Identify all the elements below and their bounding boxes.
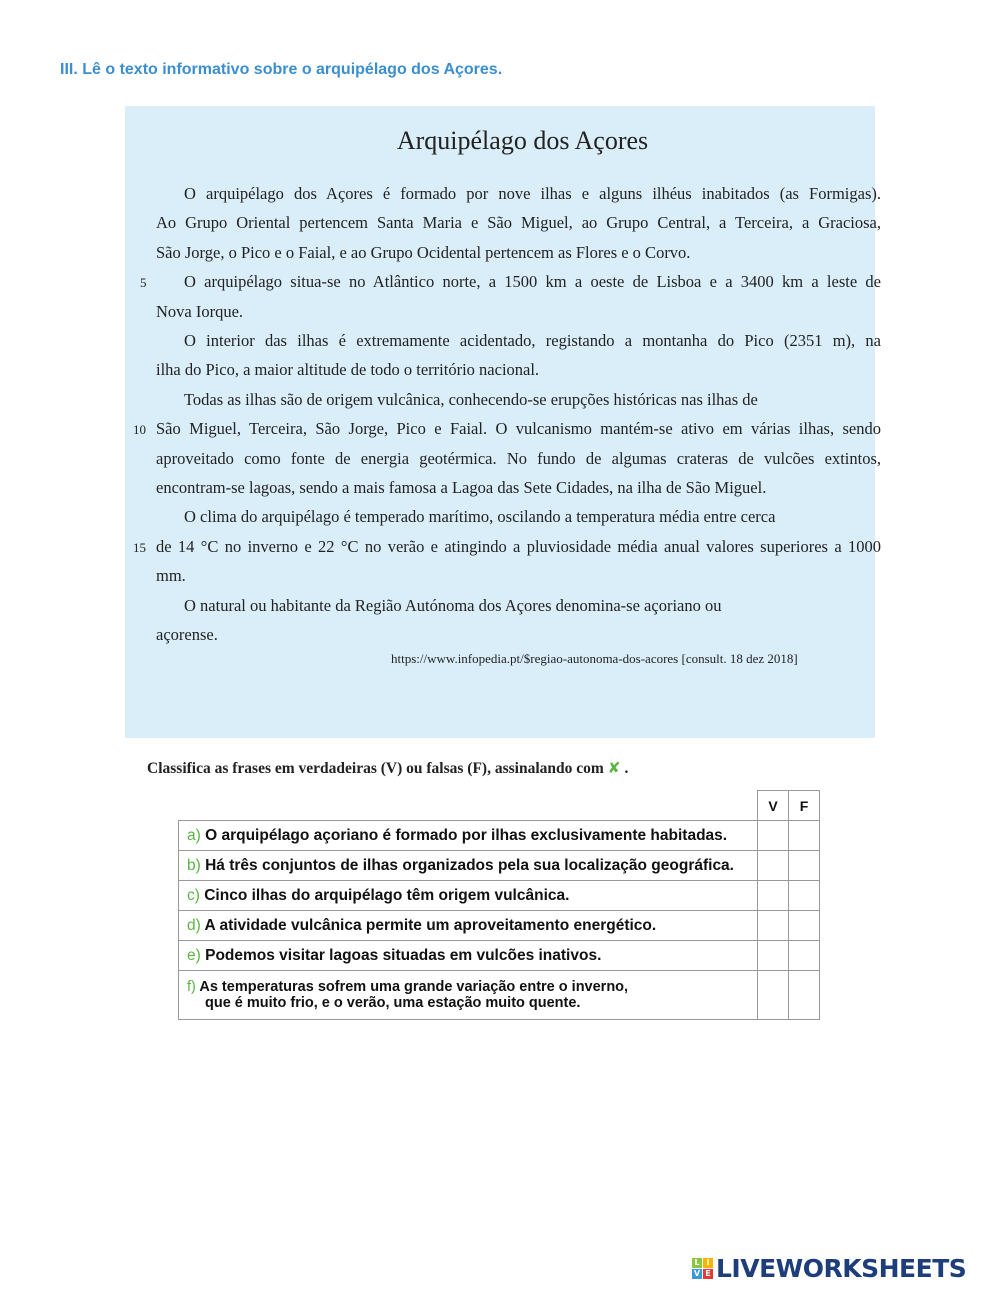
text-line: São Miguel, Terceira, São Jorge, Pico e Faial. O vulcanismo mantém-se ativo em várias ilhas, sendo (156, 419, 881, 439)
logo-tile: I (703, 1258, 713, 1268)
answer-false-cell[interactable] (789, 821, 820, 851)
logo-tile: E (703, 1269, 713, 1279)
line-number: 5 (140, 275, 147, 291)
statement-row (179, 851, 820, 881)
line-number: 15 (133, 539, 146, 555)
text-line: O natural ou habitante da Região Autónoma dos Açores denomina-se açoriano ou (184, 595, 722, 615)
statement-letter: b) (187, 856, 201, 874)
check-mark-icon: ✘ (607, 759, 621, 777)
prompt-text: Classifica as frases em verdadeiras (V) ou falsas (F), assinalando com (147, 760, 604, 777)
logo-text: LIVEWORKSHEETS (716, 1254, 967, 1283)
statement-text: Há três conjuntos de ilhas organizados pela sua localização geográfica. (205, 856, 734, 874)
statement-letter: c) (187, 886, 200, 904)
answer-true-cell[interactable] (758, 941, 789, 971)
logo-tile: V (693, 1269, 701, 1278)
text-line: de 14 °C no inverno e 22 °C no verão e atingindo a pluviosidade média anual valores superiores a 1000 (156, 536, 881, 556)
statement-row (179, 971, 820, 1020)
prompt-end: . (624, 760, 629, 777)
statement-text: A atividade vulcânica permite um aproveitamento energético. (204, 916, 657, 934)
text-line: O arquipélago dos Açores é formado por nove ilhas e alguns ilhéus inabitados (as Formigas). (184, 184, 881, 203)
logo-tile: L (692, 1258, 702, 1268)
statement-letter: d) (187, 916, 201, 934)
text-line: O arquipélago situa-se no Atlântico norte, a 1500 km a oeste de Lisboa e a 3400 km a leste de (184, 272, 881, 292)
statement-text: O arquipélago açoriano é formado por ilhas exclusivamente habitadas. (205, 826, 728, 844)
true-false-table (178, 790, 820, 1020)
header-blank (179, 791, 758, 821)
statement-text: As temperaturas sofrem uma grande variação entre o inverno, (199, 979, 629, 995)
statement-row (179, 911, 820, 941)
statement-row (179, 941, 820, 971)
statement-cell (179, 941, 758, 971)
text-title: Arquipélago dos Açores (396, 126, 649, 155)
exercise-prompt (147, 759, 628, 778)
text-line: mm. (156, 566, 186, 586)
statement-cell (179, 881, 758, 911)
source-citation: https://www.infopedia.pt/$regiao-autonoma-dos-acores [consult. 18 dez 2018] (391, 651, 798, 666)
text-line: Todas as ilhas são de origem vulcânica, conhecendo-se erupções históricas nas ilhas de (184, 389, 758, 409)
text-line: encontram-se lagoas, sendo a mais famosa a Lagoa das Sete Cidades, na ilha de São Miguel. (156, 478, 767, 497)
column-v: V (758, 791, 789, 821)
answer-true-cell[interactable] (758, 911, 789, 941)
text-line: São Jorge, o Pico e o Faial, e ao Grupo Ocidental pertencem as Flores e o Corvo. (156, 242, 691, 262)
text-line: ilha do Pico, a maior altitude de todo o território nacional. (156, 360, 540, 380)
text-line: Ao Grupo Oriental pertencem Santa Maria e São Miguel, ao Grupo Central, a Terceira, a Graciosa, (156, 213, 881, 233)
instruction-heading: III. Lê o texto informativo sobre o arquipélago dos Açores. (60, 61, 503, 78)
line-number: 10 (133, 422, 146, 438)
text-line: aproveitado como fonte de energia geotérmica. No fundo de algumas crateras de vulcões extintos, (156, 448, 881, 468)
answer-false-cell[interactable] (789, 971, 820, 1020)
statement-letter: a) (187, 826, 201, 844)
answer-true-cell[interactable] (758, 821, 789, 851)
statement-letter: f) (187, 979, 196, 995)
text-line: O clima do arquipélago é temperado marítimo, oscilando a temperatura média entre cerca (184, 507, 776, 527)
statement-cell (179, 911, 758, 941)
statement-cell (179, 851, 758, 881)
answer-false-cell[interactable] (789, 851, 820, 881)
text-line: açorense. (156, 625, 218, 644)
logo-tiles (692, 1258, 713, 1279)
statement-text-cont: que é muito frio, e o verão, uma estação muito quente. (205, 995, 581, 1011)
answer-true-cell[interactable] (758, 971, 789, 1020)
statement-cell (179, 821, 758, 851)
answer-false-cell[interactable] (789, 881, 820, 911)
answer-false-cell[interactable] (789, 941, 820, 971)
text-line: Nova Iorque. (156, 301, 244, 321)
column-f: F (789, 791, 820, 821)
statement-text: Podemos visitar lagoas situadas em vulcões inativos. (205, 946, 602, 964)
statement-row (179, 821, 820, 851)
text-line: O interior das ilhas é extremamente acidentado, registando a montanha do Pico (2351 m), na (184, 331, 881, 350)
statement-cell (179, 971, 758, 1020)
answer-true-cell[interactable] (758, 851, 789, 881)
answer-true-cell[interactable] (758, 881, 789, 911)
liveworksheets-logo (692, 1254, 966, 1283)
answer-false-cell[interactable] (789, 911, 820, 941)
statement-letter: e) (187, 946, 201, 964)
statement-row (179, 881, 820, 911)
statement-text: Cinco ilhas do arquipélago têm origem vulcânica. (204, 886, 570, 904)
